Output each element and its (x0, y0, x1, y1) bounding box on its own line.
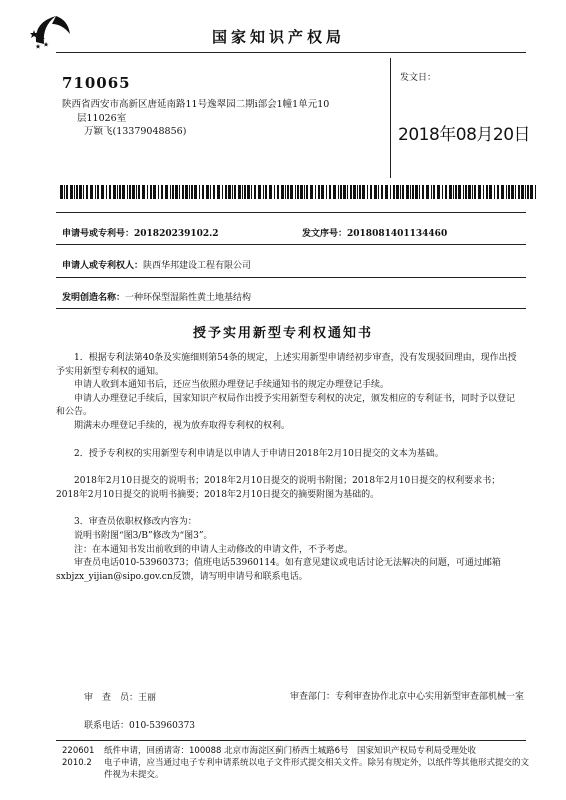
send-date-label: 发文日： (400, 73, 437, 83)
paragraph-2: 2．授予专利权的实用新型专利申请是以申请人于申请日2018年2月10日提交的文本为基础。 (74, 448, 444, 459)
paragraph-1c: 申请人办理登记手续后，国家知识产权局作出授予实用新型专利权的决定，颁发相应的专利证书，同时予以登记和公告。 (56, 393, 516, 418)
paragraph-1: 1．根据专利法第40条及实施细则第54条的规定，上述实用新型申请经初步审查，没有发现驳回理由，现作出授予实用新型专利权的通知。 (56, 353, 517, 377)
barcode (60, 184, 538, 198)
paragraph-3: 3．审查员依职权修改内容为： (74, 517, 197, 528)
notice-title: 授予实用新型专利权通知书 (192, 326, 373, 341)
field-rule-2 (56, 277, 526, 278)
application-number-value: 201820239102.2 (134, 229, 219, 239)
serial-number-field (302, 226, 447, 239)
paragraph-1b: 申请人收到本通知书后，还应当依照办理登记手续通知书的规定办理登记手续。 (74, 380, 390, 391)
form-code (62, 745, 94, 769)
serial-number-label: 发文序号： (302, 229, 348, 239)
examining-department: 审查部门：专利审查协作北京中心实用新型审查部机械一室 (290, 692, 525, 702)
handwritten-send-date: 2018年08月20日 (398, 125, 531, 145)
field-rule-3 (56, 308, 526, 309)
footer-line-1: 纸件申请，回函请寄：100088 北京市海淀区蓟门桥西土城路6号 国家知识产权局专利局受理处收 (104, 746, 477, 756)
footer-rule (56, 740, 526, 741)
application-number-field (62, 226, 219, 239)
form-code-2: 2010.2 (62, 758, 92, 768)
postal-code: 710065 (62, 74, 131, 92)
form-code-1: 220601 (62, 746, 95, 756)
paragraph-3c: 注：在本通知书发出前收到的申请人主动修改的申请文件，不予考虑。 (74, 544, 354, 555)
paragraph-3d: 审查员电话010-53960373；值班电话53960114。如有意见建议或电话讨论无法解决的问题，可通过邮箱sxbjzx_yijian@sipo.gov.cn反馈，请写明申请号和联系电话。 (56, 558, 501, 582)
applicant-label: 申请人或专利权人： (62, 261, 144, 271)
date-box-divider (390, 58, 391, 178)
serial-number-value: 2018081401134460 (347, 229, 448, 239)
recipient-address (62, 98, 362, 139)
paragraph-1d: 期满未办理登记手续的，视为放弃取得专利权的权利。 (74, 420, 291, 431)
footer-notes (104, 745, 530, 781)
applicant-field (62, 258, 251, 271)
examiner-name: 审 查 员：王丽 (84, 693, 157, 703)
invention-title-label: 发明创造名称： (62, 293, 126, 303)
office-name: 国家知识产权局 (212, 28, 346, 46)
paragraph-2b: 2018年2月10日提交的说明书；2018年2月10日提交的说明书附图；2018年2月10日提交的权利要求书；2018年2月10日提交的说明书摘要；2018年2月10日提交的摘要附图为基础的。 (56, 476, 501, 500)
paragraph-3b: 说明书附图“图3/B”修改为“图3”。 (74, 530, 213, 541)
recipient-contact: 万颖飞(13379048856) (84, 126, 187, 137)
notice-body (56, 352, 522, 584)
header-rule (56, 52, 526, 53)
barcode-rule (56, 212, 526, 213)
applicant-value: 陕西华邦建设工程有限公司 (143, 261, 252, 271)
national-emblem-stars-logo (28, 12, 80, 54)
invention-title-value: 一种环保型湿陷性黄土地基结构 (125, 293, 252, 303)
contact-phone: 联系电话：010-53960373 (84, 721, 196, 731)
application-number-label: 申请号或专利号： (62, 229, 135, 239)
field-rule-1 (56, 244, 526, 245)
footer-line-2: 电子申请，应当通过电子专利申请系统以电子文件形式提交相关文件。除另有规定外，以纸件等其他形式提交的文件视为未提交。 (104, 758, 530, 780)
address-line-2: 层11026室 (77, 112, 127, 124)
address-line-1: 陕西省西安市高新区唐延南路11号逸翠园二期i部会1幢1单元10 (62, 99, 330, 110)
invention-title-field (62, 290, 251, 303)
